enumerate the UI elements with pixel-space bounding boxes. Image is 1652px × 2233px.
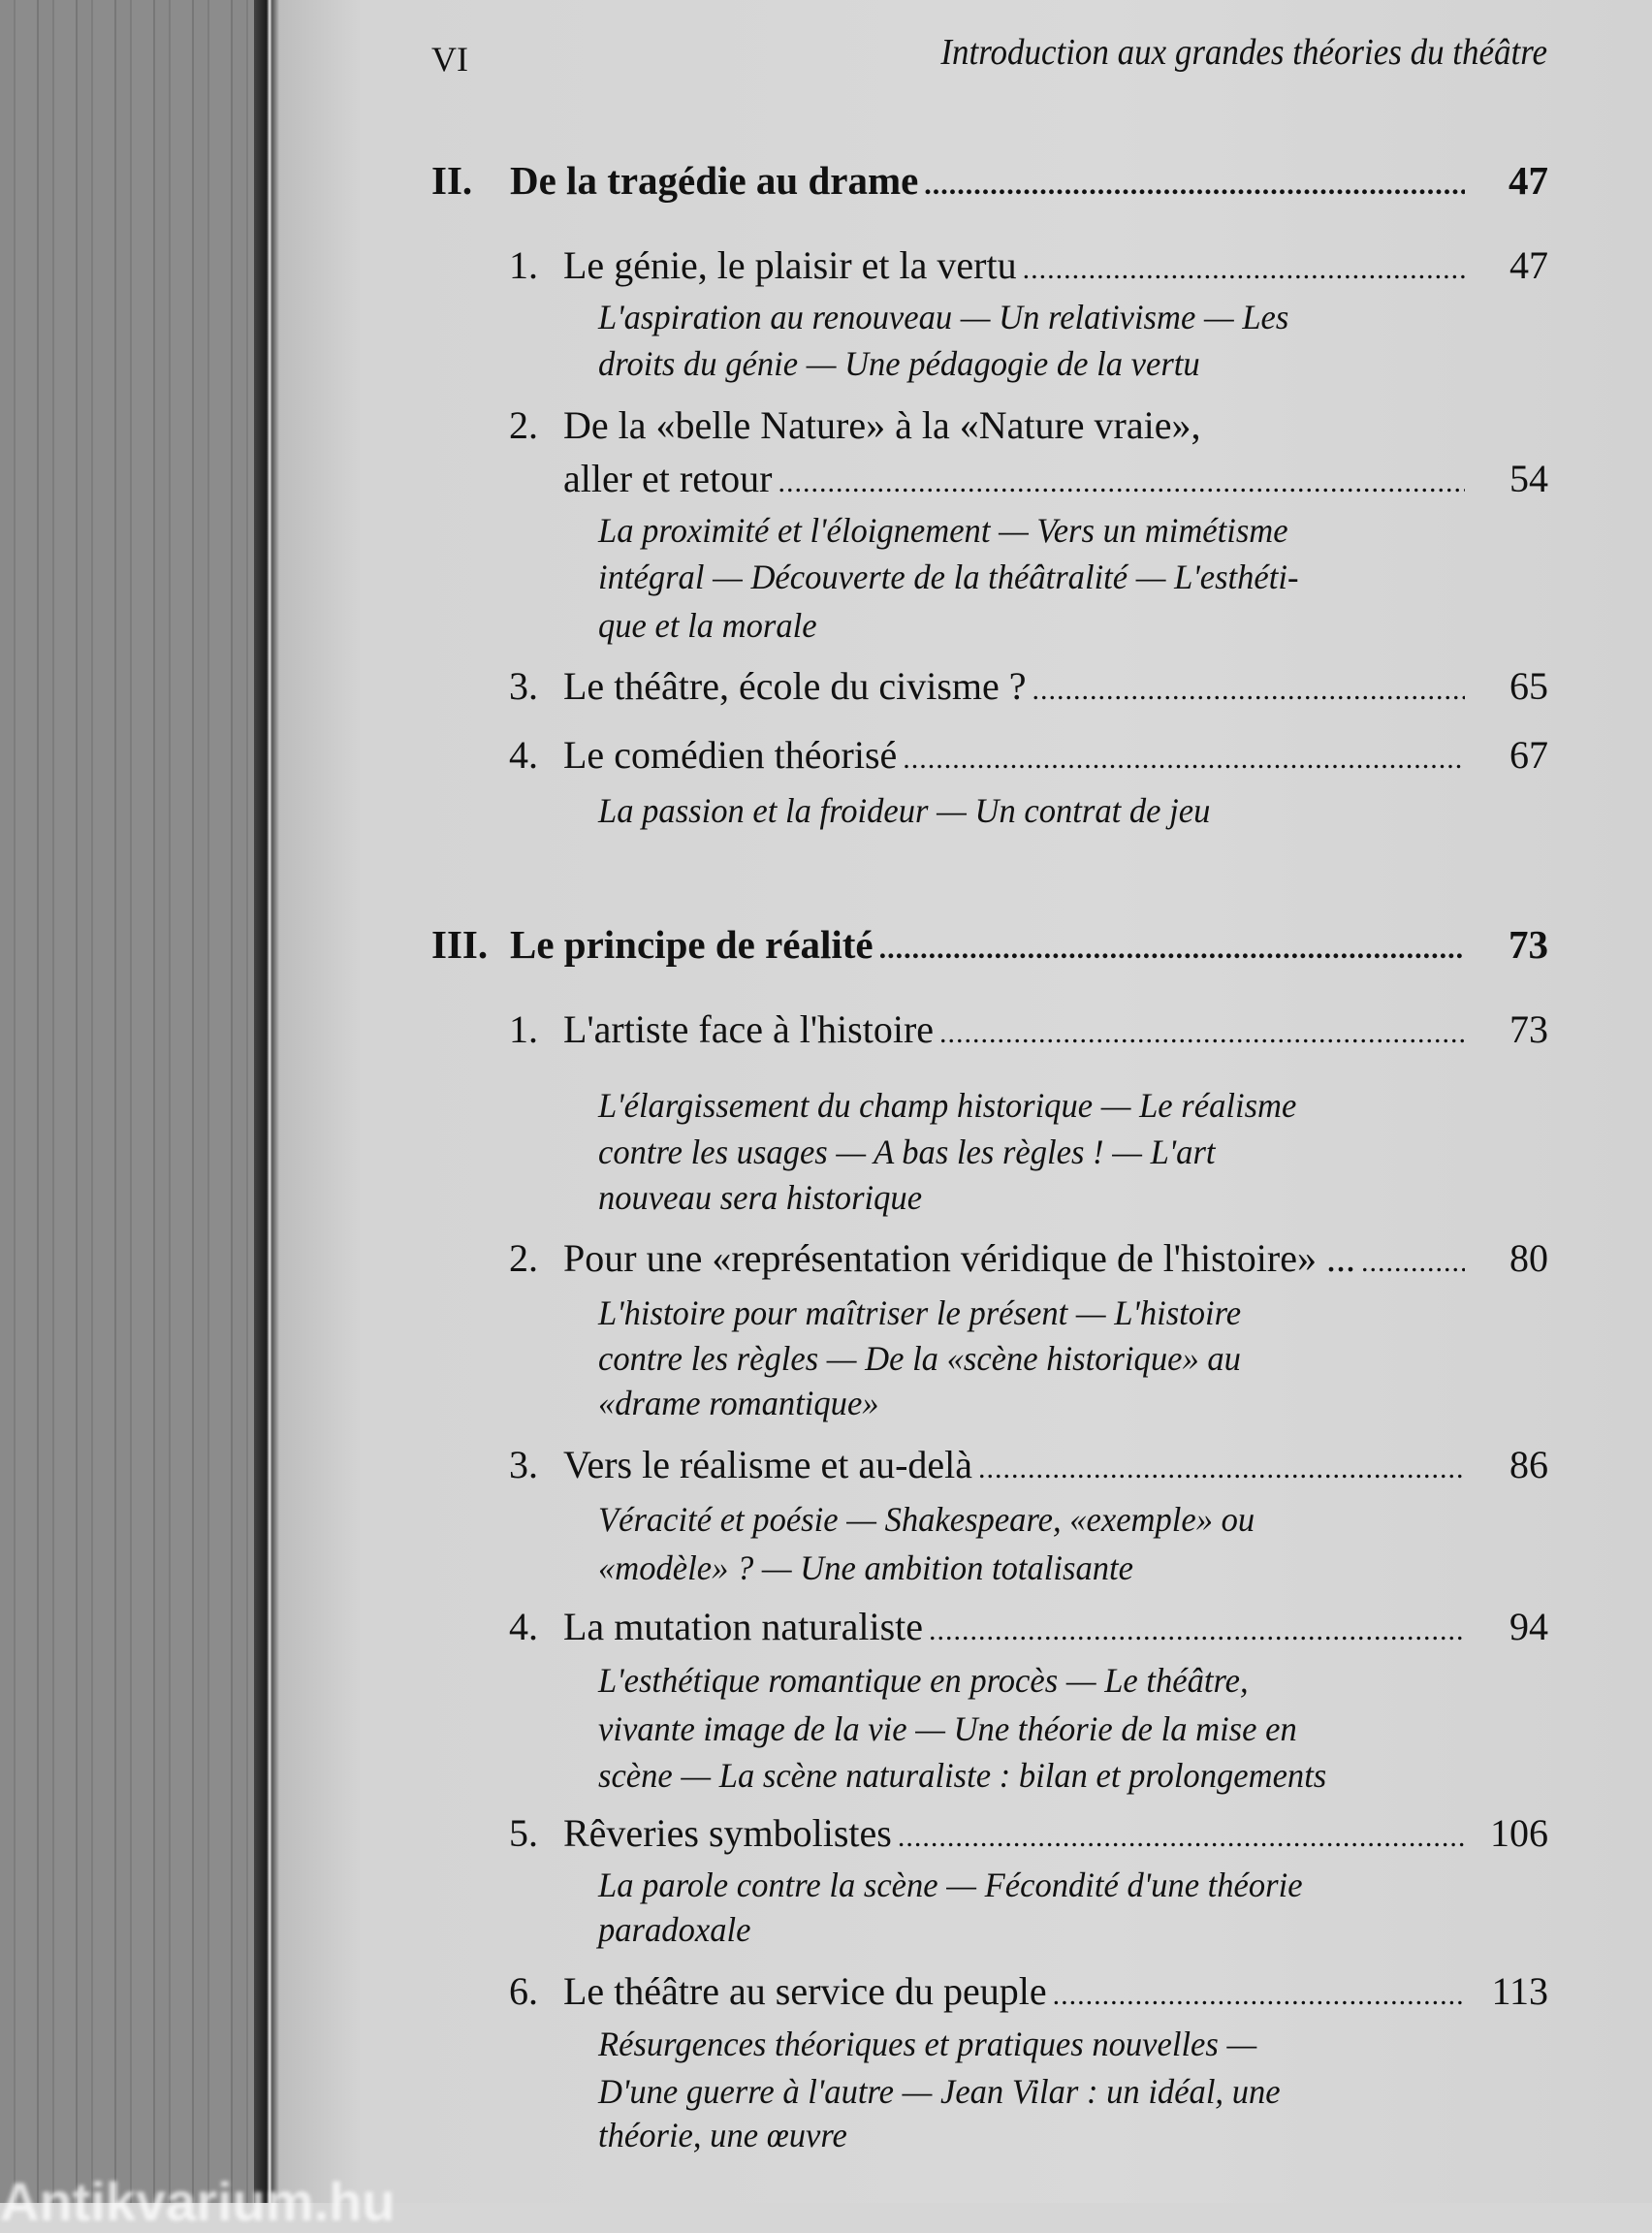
- subsection-title-cont: aller et retour: [563, 457, 773, 500]
- dot-leader: [1032, 674, 1465, 707]
- subsection-entry-number: 5.: [509, 1811, 538, 1855]
- dot-leader: [1023, 253, 1465, 286]
- dot-leader: [903, 743, 1465, 776]
- subsection-entry[interactable]: [0, 1006, 1548, 1052]
- subsection-description: La parole contre la scène — Fécondité d'une théorie: [598, 1866, 1303, 1904]
- subsection-description: «modèle» ? — Une ambition totalisante: [598, 1548, 1133, 1587]
- dot-leader: [1053, 1979, 1465, 2012]
- subsection-entry-number: 6.: [509, 1969, 538, 2013]
- section-entry-title: Le principe de réalité: [510, 922, 874, 967]
- subsection-entry-page: 47: [1509, 243, 1548, 287]
- subsection-entry-number: 2.: [509, 1236, 538, 1280]
- section-entry-page: 73: [1509, 922, 1548, 967]
- section-entry-number: III.: [431, 922, 489, 967]
- subsection-description: contre les usages — A bas les règles ! — L'art: [598, 1132, 1216, 1171]
- subsection-description: intégral — Découverte de la théâtralité — L'esthéti-: [598, 558, 1299, 596]
- subsection-entry-page: 113: [1491, 1969, 1548, 2013]
- subsection-description: L'histoire pour maîtriser le présent — L'histoire: [598, 1293, 1242, 1332]
- book-spine: [254, 0, 279, 2203]
- subsection-entry-title: La mutation naturaliste: [563, 1605, 923, 1648]
- subsection-entry-page: 73: [1509, 1007, 1548, 1051]
- subsection-description: Véracité et poésie — Shakespeare, «exemple» ou: [598, 1500, 1255, 1539]
- subsection-description: «drame romantique»: [598, 1384, 879, 1422]
- book-cover-edge: [0, 0, 254, 2203]
- subsection-entry-title: L'artiste face à l'histoire: [563, 1007, 935, 1051]
- subsection-entry[interactable]: [0, 663, 1548, 709]
- dot-leader: [879, 933, 1465, 966]
- subsection-description: D'une guerre à l'autre — Jean Vilar : un idéal, une: [598, 2072, 1281, 2111]
- dot-leader: [924, 169, 1465, 202]
- subsection-entry-page: 106: [1490, 1811, 1548, 1855]
- subsection-entry[interactable]: [0, 1968, 1548, 2014]
- subsection-description: théorie, une œuvre: [598, 2116, 847, 2154]
- subsection-entry-title: Le théâtre, école du civisme ?: [563, 664, 1027, 708]
- subsection-entry-number: 3.: [509, 1443, 538, 1486]
- subsection-entry-page: 65: [1509, 664, 1548, 708]
- subsection-entry-number: 4.: [509, 1605, 538, 1648]
- subsection-entry[interactable]: [0, 1442, 1548, 1487]
- subsection-entry-title: Pour une «représentation véridique de l'histoire» ...: [563, 1236, 1355, 1280]
- subsection-entry-page: 54: [1509, 457, 1548, 500]
- subsection-entry-number: 1.: [509, 243, 538, 287]
- subsection-entry-page: 67: [1509, 733, 1548, 777]
- subsection-entry-cont[interactable]: [0, 456, 1548, 501]
- subsection-entry-title: De la «belle Nature» à la «Nature vraie»,: [563, 403, 1201, 447]
- dot-leader: [939, 1017, 1465, 1050]
- subsection-description: L'élargissement du champ historique — Le réalisme: [598, 1086, 1297, 1125]
- watermark: Antikvarium.hu: [0, 2171, 396, 2232]
- dot-leader: [978, 1452, 1465, 1485]
- subsection-entry[interactable]: [0, 1604, 1548, 1649]
- subsection-entry-page: 94: [1509, 1605, 1548, 1648]
- section-entry-title: De la tragédie au drame: [510, 158, 919, 203]
- subsection-description: contre les règles — De la «scène historique» au: [598, 1339, 1241, 1378]
- subsection-description: paradoxale: [598, 1910, 751, 1949]
- subsection-description: vivante image de la vie — Une théorie de la mise en: [598, 1709, 1297, 1748]
- dot-leader: [1361, 1246, 1465, 1279]
- section-entry[interactable]: [0, 921, 1548, 968]
- subsection-description: L'aspiration au renouveau — Un relativisme — Les: [598, 298, 1289, 336]
- subsection-entry-number: 4.: [509, 733, 538, 777]
- subsection-description: scène — La scène naturaliste : bilan et prolongements: [598, 1756, 1327, 1795]
- subsection-entry[interactable]: [0, 732, 1548, 778]
- subsection-description: Résurgences théoriques et pratiques nouvelles —: [598, 2025, 1257, 2063]
- subsection-entry-number: 3.: [509, 664, 538, 708]
- subsection-entry-page: 86: [1509, 1443, 1548, 1486]
- dot-leader: [898, 1821, 1465, 1854]
- subsection-description: que et la morale: [598, 606, 817, 645]
- subsection-description: droits du génie — Une pédagogie de la vertu: [598, 344, 1200, 383]
- subsection-entry-number: 2.: [509, 403, 538, 447]
- dot-leader: [778, 466, 1465, 499]
- subsection-entry[interactable]: [0, 1235, 1548, 1281]
- running-title: Introduction aux grandes théories du théâtre: [940, 32, 1547, 73]
- subsection-entry-title: Rêveries symbolistes: [563, 1811, 892, 1855]
- subsection-entry[interactable]: [0, 1810, 1548, 1856]
- subsection-description: L'esthétique romantique en procès — Le théâtre,: [598, 1661, 1249, 1700]
- subsection-description: La passion et la froideur — Un contrat de jeu: [598, 791, 1211, 830]
- subsection-entry[interactable]: [0, 402, 1548, 448]
- subsection-entry-title: Vers le réalisme et au-delà: [563, 1443, 973, 1486]
- subsection-entry[interactable]: [0, 242, 1548, 288]
- section-entry-page: 47: [1509, 158, 1548, 203]
- subsection-entry-title: Le théâtre au service du peuple: [563, 1969, 1047, 2013]
- section-entry-number: II.: [431, 158, 473, 203]
- subsection-entry-title: Le génie, le plaisir et la vertu: [563, 243, 1017, 287]
- subsection-entry-title: Le comédien théorisé: [563, 733, 898, 777]
- page-number: VI: [431, 40, 468, 79]
- subsection-entry-number: 1.: [509, 1007, 538, 1051]
- subsection-description: nouveau sera historique: [598, 1178, 923, 1217]
- dot-leader: [929, 1614, 1465, 1647]
- section-entry[interactable]: [0, 157, 1548, 204]
- subsection-description: La proximité et l'éloignement — Vers un mimétisme: [598, 511, 1288, 550]
- subsection-entry-page: 80: [1509, 1236, 1548, 1280]
